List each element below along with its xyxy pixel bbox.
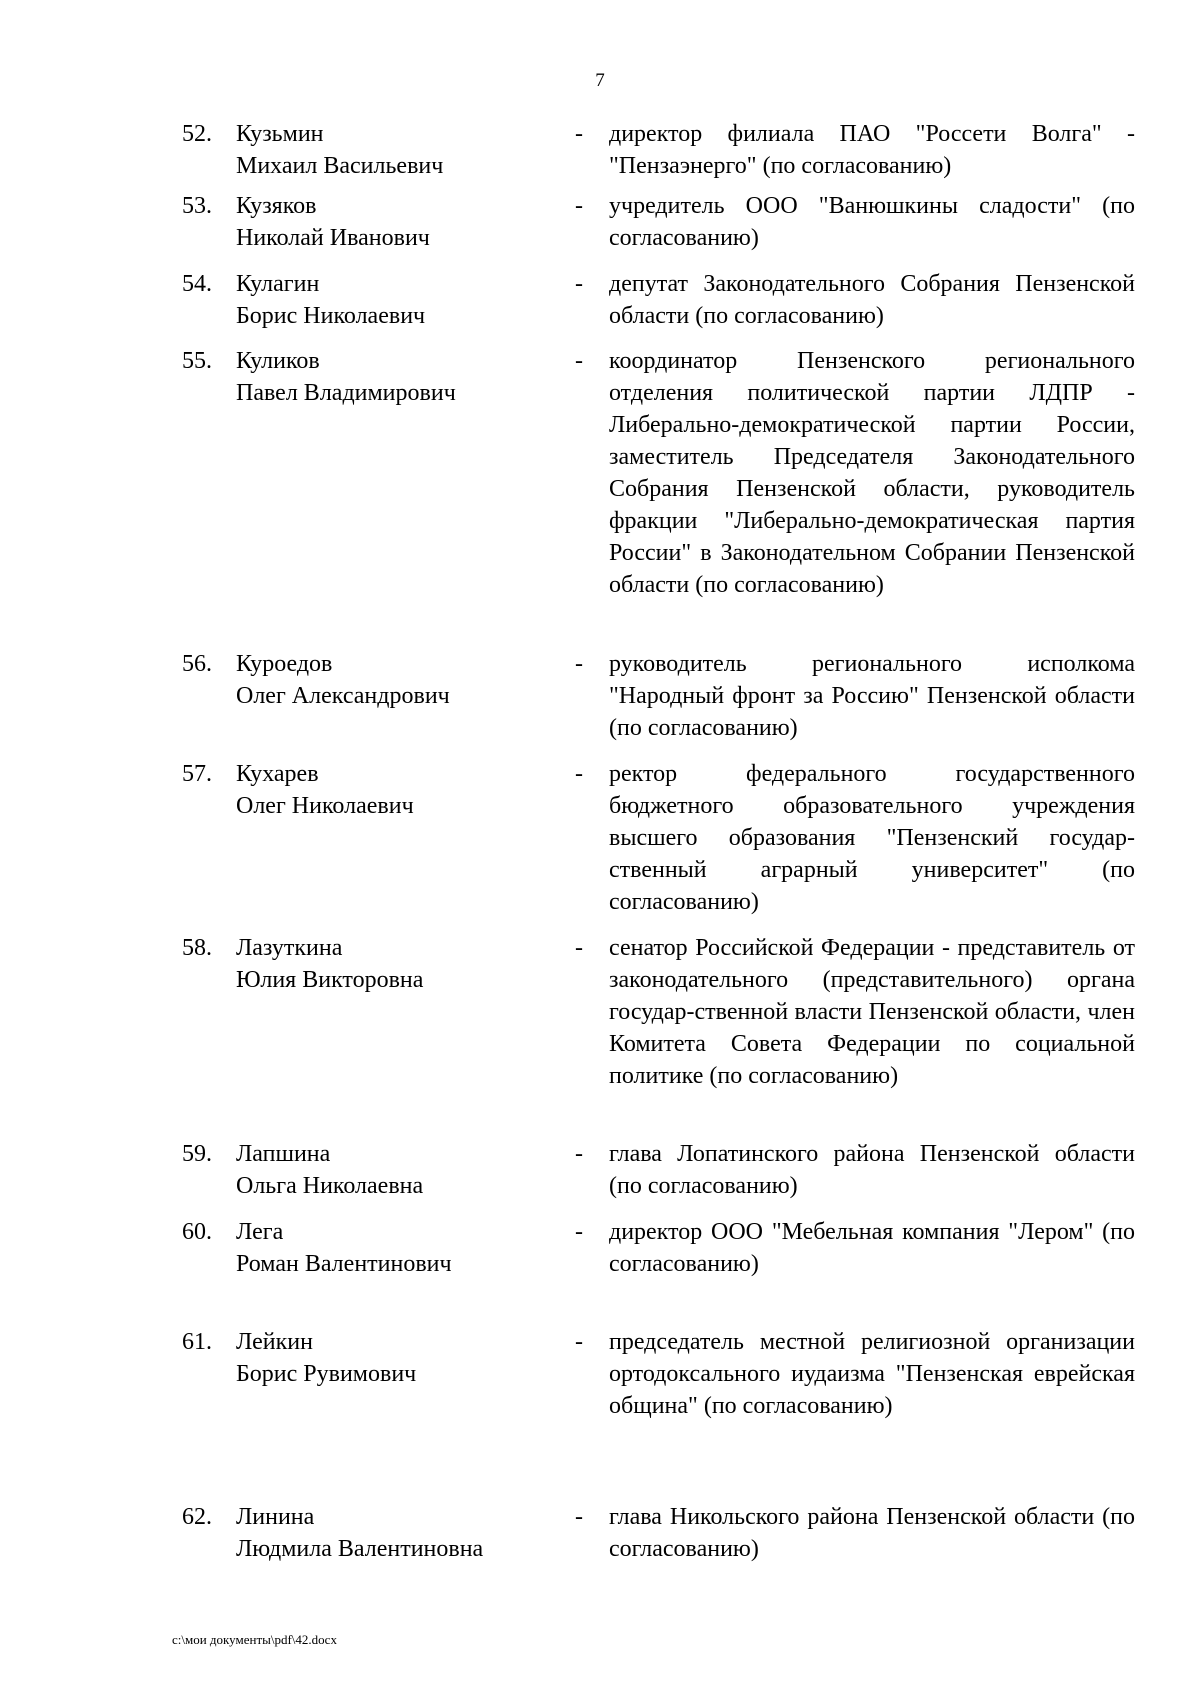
entry-description: директор ООО "Мебельная компания "Лером" (по согласованию) (609, 1219, 1135, 1277)
entry-description: директор филиала ПАО "Россети Волга" - "Пензаэнерго" (по согласованию) (609, 121, 1135, 179)
entry-description: депутат Законодательного Собрания Пензенской области (по согласованию) (609, 271, 1135, 329)
entry-dash: - (575, 348, 583, 374)
entry-name (236, 268, 556, 332)
entry-description: ректор федерального государственного бюджетного образовательного учреждения высшего образования "Пензенский государ-ственный аграрный университет" (по согласованию) (609, 761, 1135, 915)
list-item (0, 190, 1200, 268)
entry-given-name: Павел Владимирович (236, 380, 456, 406)
list-item (0, 345, 1200, 648)
entry-dash: - (575, 121, 583, 147)
entry-description: глава Лопатинского района Пензенской области (по согласованию) (609, 1141, 1135, 1199)
entry-name (236, 1216, 556, 1280)
entry-given-name: Борис Рувимович (236, 1361, 417, 1387)
entry-surname: Куроедов (236, 651, 333, 677)
entry-surname: Кузьмин (236, 121, 324, 147)
entry-name (236, 345, 556, 409)
entry-dash: - (575, 935, 583, 961)
entry-number: 54. (182, 271, 212, 297)
entry-dash: - (575, 1219, 583, 1245)
entry-given-name: Роман Валентинович (236, 1251, 452, 1277)
entry-description: председатель местной религиозной организации ортодоксального иудаизма "Пензенская еврейская община" (по согласованию) (609, 1329, 1135, 1419)
entry-given-name: Олег Александрович (236, 683, 450, 709)
entry-given-name: Юлия Викторовна (236, 967, 424, 993)
entry-name (236, 190, 556, 254)
entry-dash: - (575, 1141, 583, 1167)
entry-number: 52. (182, 121, 212, 147)
member-list (0, 118, 1200, 1571)
entry-dash: - (575, 1329, 583, 1355)
entry-name (236, 118, 556, 182)
entry-surname: Кухарев (236, 761, 319, 787)
entry-name (236, 758, 556, 822)
list-item (0, 268, 1200, 345)
list-item (0, 932, 1200, 1138)
entry-given-name: Ольга Николаевна (236, 1173, 424, 1199)
entry-number: 55. (182, 348, 212, 374)
entry-number: 56. (182, 651, 212, 677)
entry-dash: - (575, 651, 583, 677)
list-item (0, 648, 1200, 758)
entry-name (236, 1326, 556, 1390)
entry-given-name: Олег Николаевич (236, 793, 414, 819)
entry-name (236, 648, 556, 712)
entry-dash: - (575, 761, 583, 787)
entry-surname: Лейкин (236, 1329, 313, 1355)
entry-given-name: Михаил Васильевич (236, 153, 444, 179)
entry-number: 59. (182, 1141, 212, 1167)
entry-name (236, 932, 556, 996)
entry-surname: Кузяков (236, 193, 317, 219)
entry-number: 60. (182, 1219, 212, 1245)
list-item (0, 1138, 1200, 1216)
list-item (0, 1216, 1200, 1326)
entry-given-name: Борис Николаевич (236, 303, 426, 329)
entry-description: глава Никольского района Пензенской области (по согласованию) (609, 1504, 1135, 1562)
entry-description: руководитель регионального исполкома "Народный фронт за Россию" Пензенской области (по согласованию) (609, 651, 1135, 741)
entry-surname: Кулагин (236, 271, 320, 297)
entry-surname: Лапшина (236, 1141, 331, 1167)
entry-name (236, 1501, 556, 1565)
footer-file-path: c:\мои документы\pdf\42.docx (172, 1632, 337, 1647)
entry-given-name: Людмила Валентиновна (236, 1536, 484, 1562)
entry-surname: Куликов (236, 348, 320, 374)
entry-number: 61. (182, 1329, 212, 1355)
list-item (0, 1501, 1200, 1571)
entry-description: учредитель ООО "Ванюшкины сладости" (по согласованию) (609, 193, 1135, 251)
list-item (0, 118, 1200, 190)
entry-given-name: Николай Иванович (236, 225, 430, 251)
entry-description: сенатор Российской Федерации - представитель от законодательного (представительного) органа государ-ственной власти Пензенской области, член Комитета Совета Федерации по социальной политике (по согласованию) (609, 935, 1135, 1089)
entry-number: 53. (182, 193, 212, 219)
entry-number: 62. (182, 1504, 212, 1530)
entry-surname: Лазуткина (236, 935, 343, 961)
entry-dash: - (575, 1504, 583, 1530)
entry-description: координатор Пензенского регионального отделения политической партии ЛДПР - Либерально-демократической партии России, заместитель Председателя Законодательного Собрания Пензенской области, руководитель фракции "Либерально-демократическая партия России" в Законодательном Собрании Пензенской области (по согласованию) (609, 348, 1135, 598)
entry-surname: Лега (236, 1219, 284, 1245)
entry-number: 57. (182, 761, 212, 787)
list-item (0, 1326, 1200, 1501)
entry-dash: - (575, 193, 583, 219)
page-number: 7 (595, 70, 605, 91)
entry-dash: - (575, 271, 583, 297)
list-item (0, 758, 1200, 932)
entry-number: 58. (182, 935, 212, 961)
entry-name (236, 1138, 556, 1202)
entry-surname: Линина (236, 1504, 315, 1530)
